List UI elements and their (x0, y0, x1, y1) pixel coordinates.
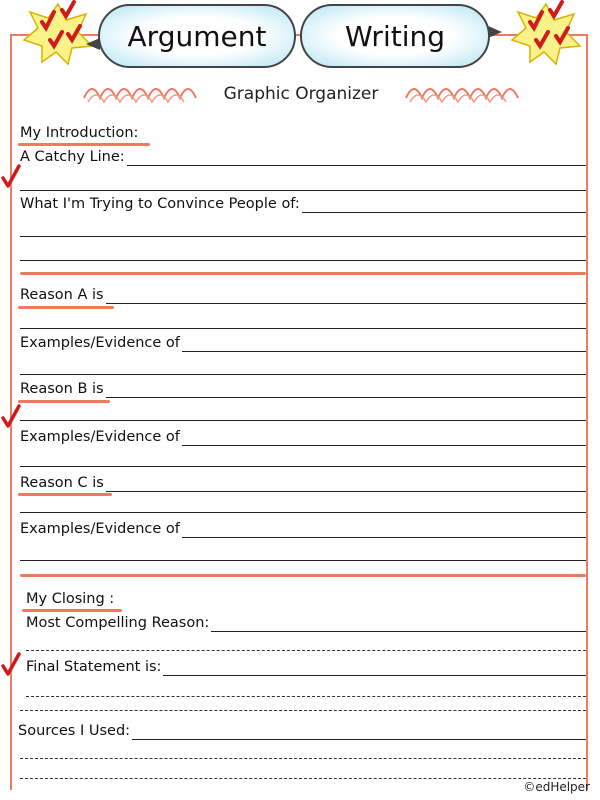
reason-a-row (20, 286, 586, 304)
sources-row (18, 722, 586, 740)
reason-b-field[interactable] (106, 383, 586, 398)
write-line[interactable] (20, 512, 586, 513)
reason-b-row (20, 380, 586, 398)
evidence-a-label: Examples/Evidence of (20, 335, 180, 351)
copyright-footer: ©edHelper (523, 780, 590, 794)
cloud-tail (488, 26, 502, 38)
final-statement-label: Final Statement is: (26, 659, 162, 675)
cloud-tail (86, 38, 100, 50)
evidence-b-row (20, 428, 586, 446)
evidence-c-label: Examples/Evidence of (20, 521, 180, 537)
write-line[interactable] (20, 328, 586, 329)
convince-row (20, 195, 586, 213)
checkmark-icon (0, 164, 22, 190)
section-divider (20, 272, 586, 275)
star-check-icon (508, 0, 584, 66)
swirl-decoration-icon (402, 72, 520, 106)
intro-heading: My Introduction: (20, 125, 139, 141)
star-check-icon (20, 0, 96, 66)
heading-underline (18, 400, 110, 403)
heading-underline (22, 609, 122, 612)
closing-heading: My Closing : (26, 591, 115, 607)
title-cloud-right (300, 4, 490, 68)
sources-label: Sources I Used: (18, 723, 131, 739)
write-line[interactable] (20, 190, 586, 191)
compelling-label: Most Compelling Reason: (26, 615, 210, 631)
write-line[interactable] (20, 778, 586, 779)
evidence-a-row (20, 334, 586, 352)
closing-heading-row (26, 590, 176, 608)
write-line[interactable] (26, 696, 586, 697)
heading-underline (18, 143, 150, 146)
reason-c-field[interactable] (106, 477, 586, 492)
final-statement-field[interactable] (163, 661, 586, 676)
reason-c-row (20, 474, 586, 492)
heading-underline (18, 493, 112, 496)
sources-field[interactable] (132, 725, 586, 740)
evidence-b-label: Examples/Evidence of (20, 429, 180, 445)
subtitle: Graphic Organizer (223, 84, 379, 104)
evidence-c-row (20, 520, 586, 538)
catchy-line-field[interactable] (127, 151, 586, 166)
title-argument: Argument (127, 19, 267, 53)
compelling-field[interactable] (211, 617, 586, 632)
reason-a-field[interactable] (106, 289, 586, 304)
evidence-b-field[interactable] (182, 431, 586, 446)
write-line[interactable] (20, 260, 586, 261)
title-writing: Writing (345, 19, 445, 53)
write-line[interactable] (26, 650, 586, 651)
final-statement-row (26, 658, 586, 676)
write-line[interactable] (20, 236, 586, 237)
reason-c-label: Reason C is (20, 475, 104, 491)
write-line[interactable] (20, 560, 586, 561)
compelling-row (26, 614, 586, 632)
swirl-decoration-icon (80, 72, 198, 106)
evidence-a-field[interactable] (182, 337, 586, 352)
evidence-c-field[interactable] (182, 523, 586, 538)
title-cloud-left (98, 4, 296, 68)
convince-field[interactable] (302, 198, 586, 213)
checkmark-icon (0, 404, 22, 430)
reason-a-label: Reason A is (20, 287, 104, 303)
write-line[interactable] (20, 466, 586, 467)
write-line[interactable] (20, 420, 586, 421)
catchy-line-label: A Catchy Line: (20, 149, 125, 165)
write-line[interactable] (20, 374, 586, 375)
section-divider (20, 574, 586, 577)
checkmark-icon (0, 652, 22, 678)
write-line[interactable] (20, 758, 586, 759)
write-line[interactable] (20, 710, 586, 711)
convince-label: What I'm Trying to Convince People of: (20, 196, 300, 212)
intro-heading-row (20, 124, 170, 142)
reason-b-label: Reason B is (20, 381, 104, 397)
catchy-line-row (20, 148, 586, 166)
heading-underline (18, 306, 114, 309)
